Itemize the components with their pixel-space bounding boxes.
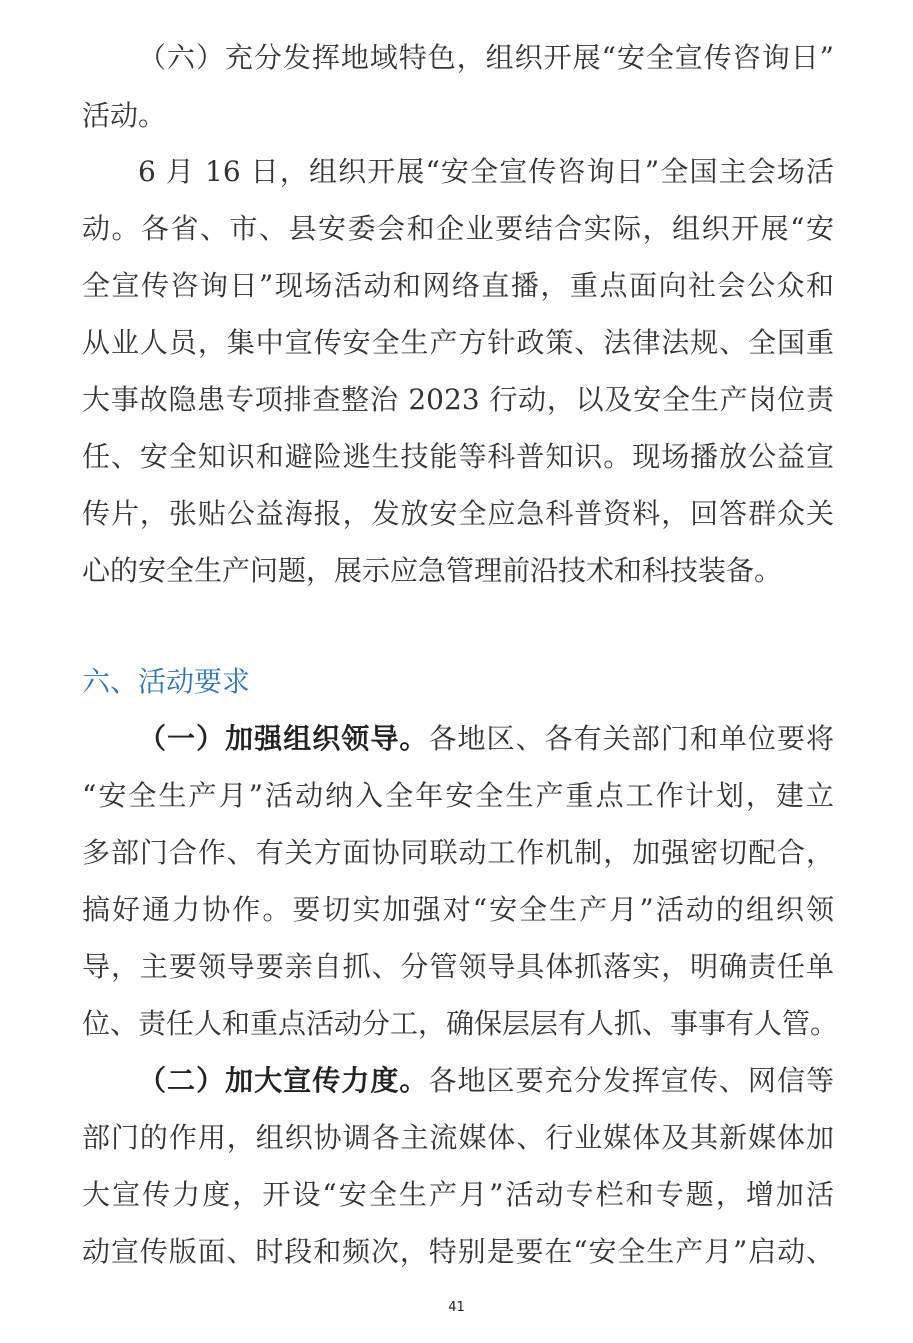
para-six-title-line-1: （六）充分发挥地域特色，组织开展“安全宣传咨询日” bbox=[138, 41, 834, 74]
para-six-body-line-3: 全宣传咨询日”现场活动和网络直播，重点面向社会公众和 bbox=[82, 269, 834, 302]
page-number: 41 bbox=[448, 1300, 465, 1315]
req-one-first-rest: 各地区、各有关部门和单位要将 bbox=[428, 722, 834, 755]
req-two-line-1 bbox=[138, 1061, 834, 1101]
req-two-line-4: 动宣传版面、时段和频次，特别是要在“安全生产月”启动、 bbox=[82, 1235, 834, 1268]
req-one-line-2: “安全生产月”活动纳入全年安全生产重点工作计划，建立 bbox=[82, 779, 834, 812]
req-one-line-3: 多部门合作、有关方面协同联动工作机制，加强密切配合， bbox=[82, 836, 834, 869]
req-one-title: （一）加强组织领导。 bbox=[138, 722, 429, 755]
para-six-body-line-5: 大事故隐患专项排查整治 2023 行动，以及安全生产岗位责 bbox=[82, 383, 834, 416]
req-one-line-4: 搞好通力协作。要切实加强对“安全生产月”活动的组织领 bbox=[82, 893, 834, 926]
para-six-body-line-1: 6 月 16 日，组织开展“安全宣传咨询日”全国主会场活 bbox=[138, 155, 834, 188]
req-two-line-3: 大宣传力度，开设“安全生产月”活动专栏和专题，增加活 bbox=[82, 1178, 834, 1211]
req-two-title: （二）加大宣传力度。 bbox=[138, 1064, 429, 1097]
req-one-line-1 bbox=[138, 719, 834, 759]
req-two-line-2: 部门的作用，组织协调各主流媒体、行业媒体及其新媒体加 bbox=[82, 1121, 834, 1154]
para-six-body-line-7: 传片，张贴公益海报，发放安全应急科普资料，回答群众关 bbox=[82, 497, 834, 530]
req-one-line-6: 位、责任人和重点活动分工，确保层层有人抓、事事有人管。 bbox=[82, 1007, 839, 1040]
para-six-body-line-6: 任、安全知识和避险逃生技能等科普知识。现场播放公益宣 bbox=[82, 440, 834, 473]
para-six-body-line-8: 心的安全生产问题，展示应急管理前沿技术和科技装备。 bbox=[82, 554, 783, 587]
req-one-line-5: 导，主要领导要亲自抓、分管领导具体抓落实，明确责任单 bbox=[82, 950, 834, 983]
req-two-first-rest: 各地区要充分发挥宣传、网信等 bbox=[428, 1064, 834, 1097]
section-heading: 六、活动要求 bbox=[82, 665, 251, 698]
para-six-title-line-2: 活动。 bbox=[82, 99, 167, 132]
para-six-body-line-4: 从业人员，集中宣传安全生产方针政策、法律法规、全国重 bbox=[82, 326, 834, 359]
para-six-body-line-2: 动。各省、市、县安委会和企业要结合实际，组织开展“安 bbox=[82, 212, 834, 245]
